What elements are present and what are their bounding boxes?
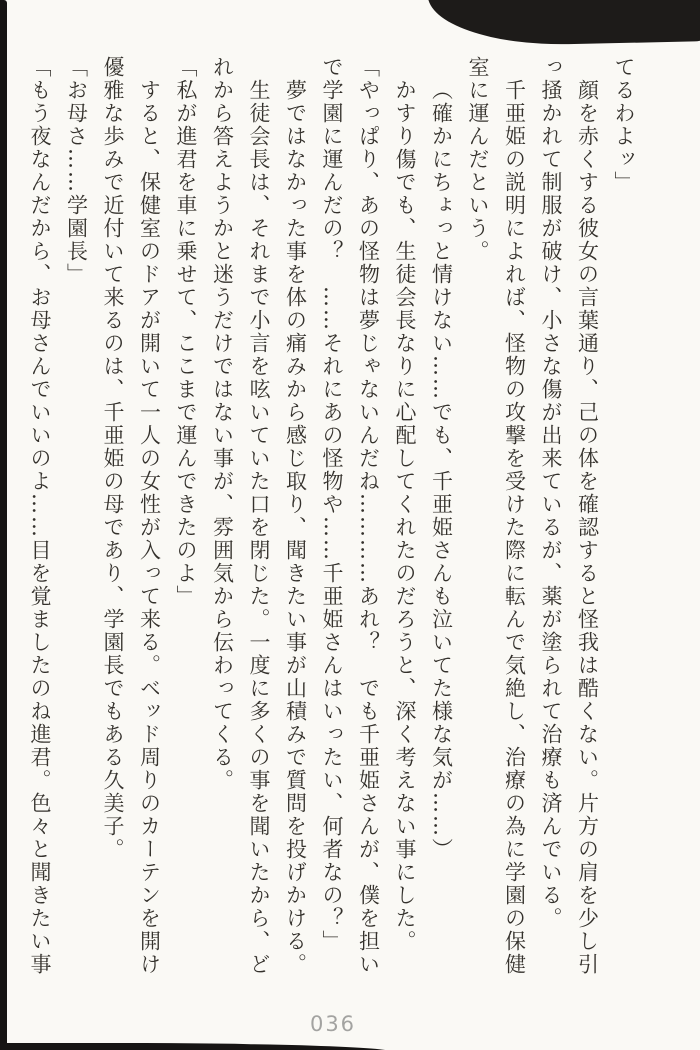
text-column: 「お母さ……学園長」 xyxy=(64,56,89,286)
text-column: 生徒会長は、それまで小言を呟いていた口を閉じた。一度に多くの事を聞いたから、ど xyxy=(247,79,271,976)
page-number: 036 xyxy=(309,1012,357,1036)
text-column: かすり傷でも、生徒会長なりに心配してくれたのだろうと、深く考えない事にした。 xyxy=(393,79,417,953)
scan-edge-shadow-bottom xyxy=(0,1043,392,1050)
text-column: 顔を赤くする彼女の言葉通り、己の体を確認すると怪我は酷くない。片方の肩を少し引 xyxy=(575,79,600,976)
text-column: 室に運んだという。 xyxy=(466,56,490,263)
text-column: れから答えようかと迷うだけではない事が、雰囲気から伝わってくる。 xyxy=(210,56,235,792)
scan-edge-shadow-top xyxy=(427,0,700,47)
scan-edge-shadow-left xyxy=(0,0,7,1050)
text-column: 「やっぱり、あの怪物は夢じゃないんだね…………あれ？ でも千亜姫さんが、僕を担い xyxy=(356,56,381,976)
text-column: 優雅な歩みで近付いて来るのは、千亜姫の母であり、学園長でもある久美子。 xyxy=(101,56,125,861)
text-column: （確かにちょっと情けない……でも、千亜姫さんも泣いてた様な気が……） xyxy=(429,79,454,861)
text-column: で学園に運んだの？ ……それにあの怪物や……千亜姫さんはいったい、何者なの？」 xyxy=(320,56,344,953)
text-column: すると、保健室のドアが開いて一人の女性が入って来る。ベッド周りのカーテンを開け xyxy=(137,79,162,976)
text-column: 「もう夜なんだから、お母さんでいいのよ……目を覚ましたのね進君。色々と聞きたい事 xyxy=(28,56,52,976)
text-column: てるわよッ」 xyxy=(612,56,636,194)
text-column: 夢ではなかった事を体の痛みから感じ取り、聞きたい事が山積みで質問を投げかける。 xyxy=(283,79,308,976)
text-column: 「私が進君を車に乗せて、ここまで運んできたのよ」 xyxy=(174,56,198,608)
vertical-text-block xyxy=(20,56,642,990)
text-column: 千亜姫の説明によれば、怪物の攻撃を受けた際に転んで気絶し、治療の為に学園の保健 xyxy=(502,79,527,976)
text-column: っ掻かれて制服が破け、小さな傷が出来ているが、薬が塗られて治療も済んでいる。 xyxy=(539,56,563,930)
